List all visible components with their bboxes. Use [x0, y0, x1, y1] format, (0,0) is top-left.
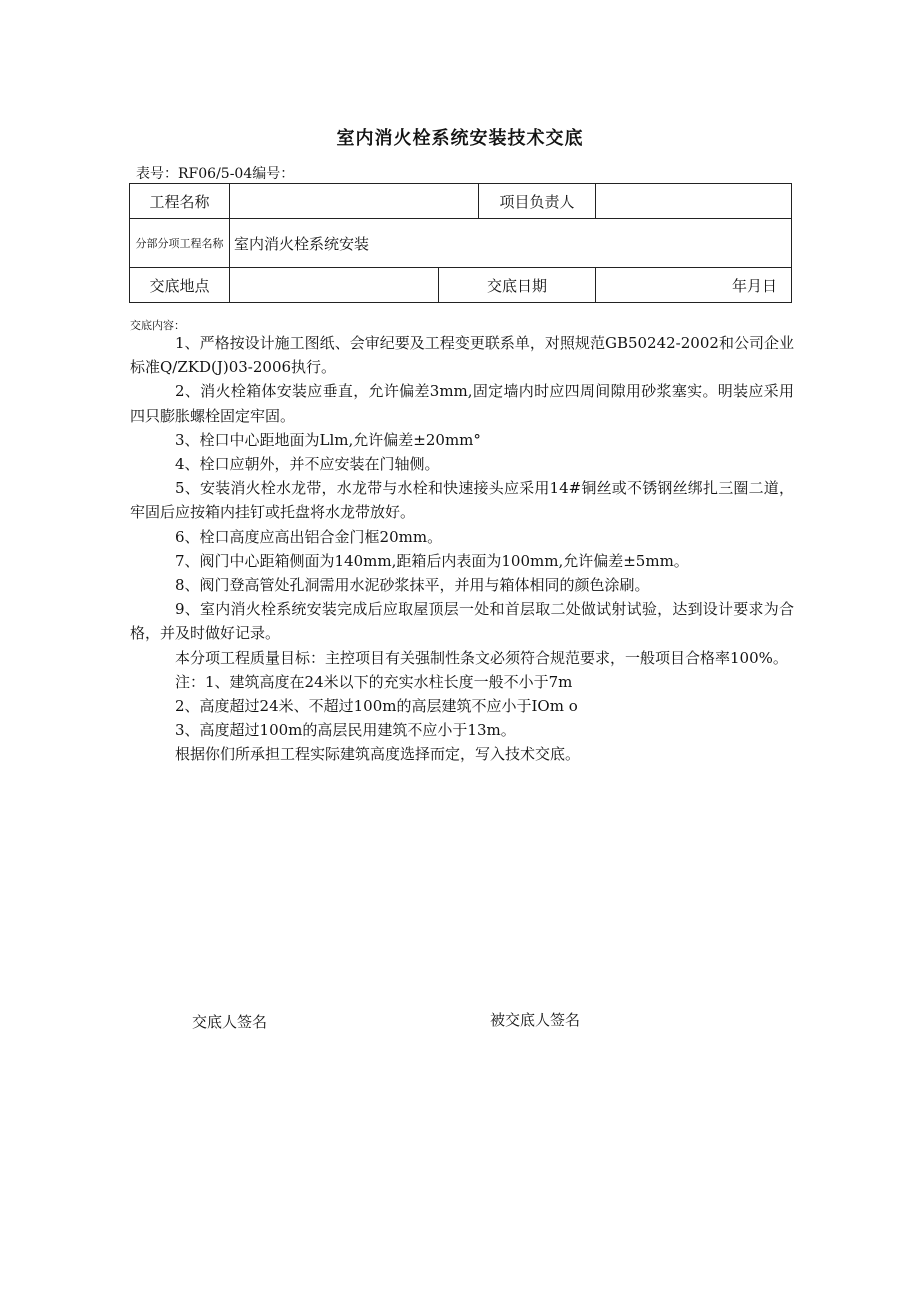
subproject-field[interactable]: 室内消火栓系统安装 [230, 219, 792, 268]
info-table [129, 183, 792, 303]
content-paragraph: 9、室内消火栓系统安装完成后应取屋顶层一处和首层取二处做试射试验，达到设计要求为合格，并及时做好记录。 [130, 600, 794, 643]
project-name-label: 工程名称 [130, 184, 230, 219]
content-paragraph: 注：1、建筑高度在24米以下的充实水柱长度一般不小于7m [175, 672, 573, 691]
content-paragraph: 3、栓口中心距地面为Llm,允许偏差±20mm° [175, 430, 481, 449]
table-row [130, 184, 792, 219]
date-field[interactable]: 年月日 [596, 268, 792, 303]
content-paragraph: 本分项工程质量目标：主控项目有关强制性条文必须符合规范要求，一般项目合格率100%。 [175, 648, 788, 667]
form-number: 表号：RF06/5-04编号： [136, 166, 295, 182]
content-paragraph: 6、栓口高度应高出铝合金门框20mm。 [175, 527, 443, 546]
content-paragraph: 根据你们所承担工程实际建筑高度选择而定，写入技术交底。 [175, 745, 581, 764]
location-field[interactable] [230, 268, 439, 303]
content-paragraph: 2、高度超过24米、不超过100m的高层建筑不应小于IOm o [175, 697, 578, 716]
project-manager-field[interactable] [596, 184, 792, 219]
document-title: 室内消火栓系统安装技术交底 [336, 128, 584, 149]
content-paragraph: 7、阀门中心距箱侧面为140mm,距箱后内表面为100mm,允许偏差±5mm。 [175, 551, 689, 570]
date-label: 交底日期 [439, 268, 596, 303]
project-name-field[interactable] [230, 184, 479, 219]
content-paragraph: 8、阀门登高管处孔洞需用水泥砂浆抹平，并用与箱体相同的颜色涂刷。 [175, 576, 650, 595]
receiver-signature-label: 被交底人签名 [490, 1011, 581, 1029]
subproject-label: 分部分项工程名称 [130, 219, 230, 268]
discloser-signature-label: 交底人签名 [192, 1013, 268, 1031]
table-row [130, 268, 792, 303]
content-paragraph: 5、安装消火栓水龙带，水龙带与水栓和快速接头应采用14#铜丝或不锈钢丝绑扎三圈二道，牢固后应按箱内挂钉或托盘将水龙带放好。 [130, 479, 794, 522]
content-paragraph: 4、栓口应朝外，并不应安装在门轴侧。 [175, 455, 440, 474]
project-manager-label: 项目负责人 [479, 184, 596, 219]
disclosure-content [130, 331, 794, 767]
table-row [130, 219, 792, 268]
location-label: 交底地点 [130, 268, 230, 303]
content-paragraph: 2、消火栓箱体安装应垂直，允许偏差3mm,固定墙内时应四周间隙用砂浆塞实。明装应采用四只膨胀螺栓固定牢固。 [130, 382, 794, 425]
content-paragraph: 3、高度超过100m的高层民用建筑不应小于13m。 [175, 721, 516, 740]
content-label: 交底内容： [130, 319, 185, 332]
content-paragraph: 1、严格按设计施工图纸、会审纪要及工程变更联系单，对照规范GB50242-2002和公司企业标准Q/ZKD(J)03-2006执行。 [130, 334, 794, 377]
